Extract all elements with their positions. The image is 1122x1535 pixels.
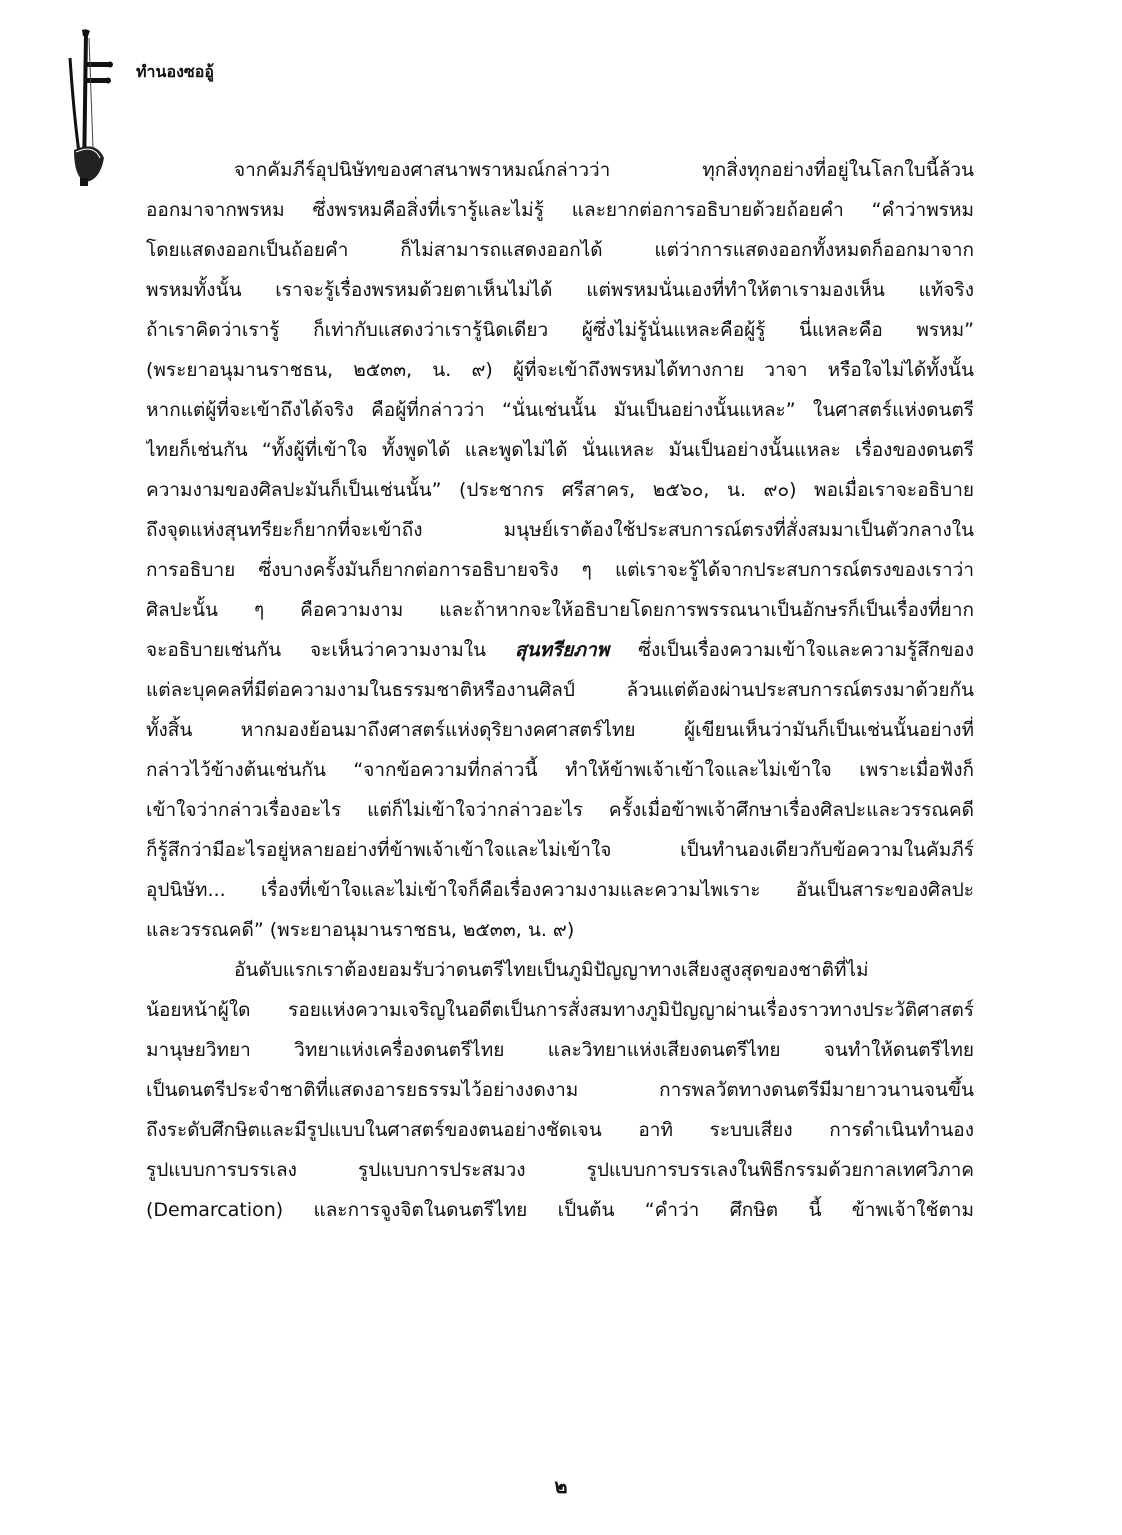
saw-u-fiddle-icon [66, 28, 116, 188]
text-line: โดยแสดงออกเป็นถ้อยคำ ก็ไม่สามารถแสดงออกได้ แต่ว่าการแสดงออกทั้งหมดก็ออกมาจาก [146, 239, 974, 261]
body-text [146, 150, 974, 1230]
text-line: หากแต่ผู้ที่จะเข้าถึงได้จริง คือผู้ที่กล่าวว่า “นั่นเช่นนั้น มันเป็นอย่างนั้นแหละ” ในศาสตร์แห่งดนตรี [146, 399, 974, 421]
text-segment: ซึ่งเป็นเรื่องความเข้าใจและความรู้สึกของ [609, 639, 974, 661]
text-line: ออกมาจากพรหม ซึ่งพรหมคือสิ่งที่เรารู้และไม่รู้ และยากต่อการอธิบายด้วยถ้อยคำ “คำว่าพรหม [146, 199, 974, 221]
text-line: (พระยาอนุมานราชธน, ๒๕๓๓, น. ๙) ผู้ที่จะเข้าถึงพรหมได้ทางกาย วาจา หรือใจไม่ได้ทั้งนั้น [146, 359, 974, 381]
text-line: เข้าใจว่ากล่าวเรื่องอะไร แต่ก็ไม่เข้าใจว่ากล่าวอะไร ครั้งเมื่อข้าพเจ้าศึกษาเรื่องศิลปะและวรรณคดี [146, 799, 974, 821]
text-segment: จะอธิบายเช่นกัน จะเห็นว่าความงามใน [146, 639, 515, 661]
paragraph-2 [146, 950, 974, 1230]
text-line: แต่ละบุคคลที่มีต่อความงามในธรรมชาติหรืองานศิลป์ ล้วนแต่ต้องผ่านประสบการณ์ตรงมาด้วยกัน [146, 679, 974, 701]
text-line: ศิลปะนั้น ๆ คือความงาม และถ้าหากจะให้อธิบายโดยการพรรณนาเป็นอักษรก็เป็นเรื่องที่ยาก [146, 599, 974, 621]
text-line: การอธิบาย ซึ่งบางครั้งมันก็ยากต่อการอธิบายจริง ๆ แต่เราจะรู้ได้จากประสบการณ์ตรงของเราว่า [146, 559, 974, 581]
text-line: น้อยหน้าผู้ใด รอยแห่งความเจริญในอดีตเป็นการสั่งสมทางภูมิปัญญาผ่านเรื่องราวทางประวัติศาสตร์ [146, 999, 974, 1021]
header-title: ทำนองซออู้ [136, 62, 214, 81]
text-line: ความงามของศิลปะมันก็เป็นเช่นนั้น” (ประชากร ศรีสาคร, ๒๕๖๐, น. ๙๐) พอเมื่อเราจะอธิบาย [146, 479, 974, 501]
text-line: ไทยก็เช่นกัน “ทั้งผู้ที่เข้าใจ ทั้งพูดได้ และพูดไม่ได้ นั่นแหละ มันเป็นอย่างนั้นแหละ เรื่องของดนตรี [146, 439, 974, 461]
text-line: อันดับแรกเราต้องยอมรับว่าดนตรีไทยเป็นภูมิปัญญาทางเสียงสูงสุดของชาติที่ไม่ [234, 959, 869, 981]
text-line: และวรรณคดี” (พระยาอนุมานราชธน, ๒๕๓๓, น. ๙) [146, 919, 575, 941]
text-line: ถึงจุดแห่งสุนทรียะก็ยากที่จะเข้าถึง มนุษย์เราต้องใช้ประสบการณ์ตรงที่สั่งสมมาเป็นตัวกลางใน [146, 519, 974, 541]
text-line: (Demarcation) และการจูงจิตในดนตรีไทย เป็นต้น “คำว่า ศึกษิต นี้ ข้าพเจ้าใช้ตาม [146, 1199, 974, 1221]
text-line-with-emphasis [146, 630, 974, 670]
text-line: ก็รู้สึกว่ามีอะไรอยู่หลายอย่างที่ข้าพเจ้าเข้าใจและไม่เข้าใจ เป็นทำนองเดียวกับข้อความในคัมภีร์ [146, 839, 974, 861]
text-line: จากคัมภีร์อุปนิษัทของศาสนาพราหมณ์กล่าวว่า ทุกสิ่งทุกอย่างที่อยู่ในโลกใบนี้ล้วน [234, 159, 974, 181]
text-line: พรหมทั้งนั้น เราจะรู้เรื่องพรหมด้วยตาเห็นไม่ได้ แต่พรหมนั่นเองที่ทำให้ตาเรามองเห็น แท้จริง [146, 279, 974, 301]
text-line: กล่าวไว้ข้างต้นเช่นกัน “จากข้อความที่กล่าวนี้ ทำให้ข้าพเจ้าเข้าใจและไม่เข้าใจ เพราะเมื่อฟังก็ [146, 759, 974, 781]
text-line: อุปนิษัท... เรื่องที่เข้าใจและไม่เข้าใจก็คือเรื่องความงามและความไพเราะ อันเป็นสาระของศิลปะ [146, 879, 974, 901]
text-line: ถึงระดับศึกษิตและมีรูปแบบในศาสตร์ของตนอย่างชัดเจน อาทิ ระบบเสียง การดำเนินทำนอง [146, 1119, 974, 1141]
text-line: ทั้งสิ้น หากมองย้อนมาถึงศาสตร์แห่งดุริยางคศาสตร์ไทย ผู้เขียนเห็นว่ามันก็เป็นเช่นนั้นอย่างที่ [146, 719, 974, 741]
text-line: รูปแบบการบรรเลง รูปแบบการประสมวง รูปแบบการบรรเลงในพิธีกรรมด้วยกาลเทศวิภาค [146, 1159, 974, 1181]
paragraph-1 [146, 150, 974, 950]
page-number: ๒ [554, 1474, 568, 1498]
emphasized-term: สุนทรียภาพ [514, 639, 610, 661]
text-line: เป็นดนตรีประจำชาติที่แสดงอารยธรรมไว้อย่างงดงาม การพลวัตทางดนตรีมีมายาวนานจนขึ้น [146, 1079, 974, 1101]
text-line: ถ้าเราคิดว่าเรารู้ ก็เท่ากับแสดงว่าเรารู้นิดเดียว ผู้ซึ่งไม่รู้นั่นแหละคือผู้รู้ นี่แหละคือ พรหม” [146, 319, 974, 341]
text-line: มานุษยวิทยา วิทยาแห่งเครื่องดนตรีไทย และวิทยาแห่งเสียงดนตรีไทย จนทำให้ดนตรีไทย [146, 1039, 974, 1061]
